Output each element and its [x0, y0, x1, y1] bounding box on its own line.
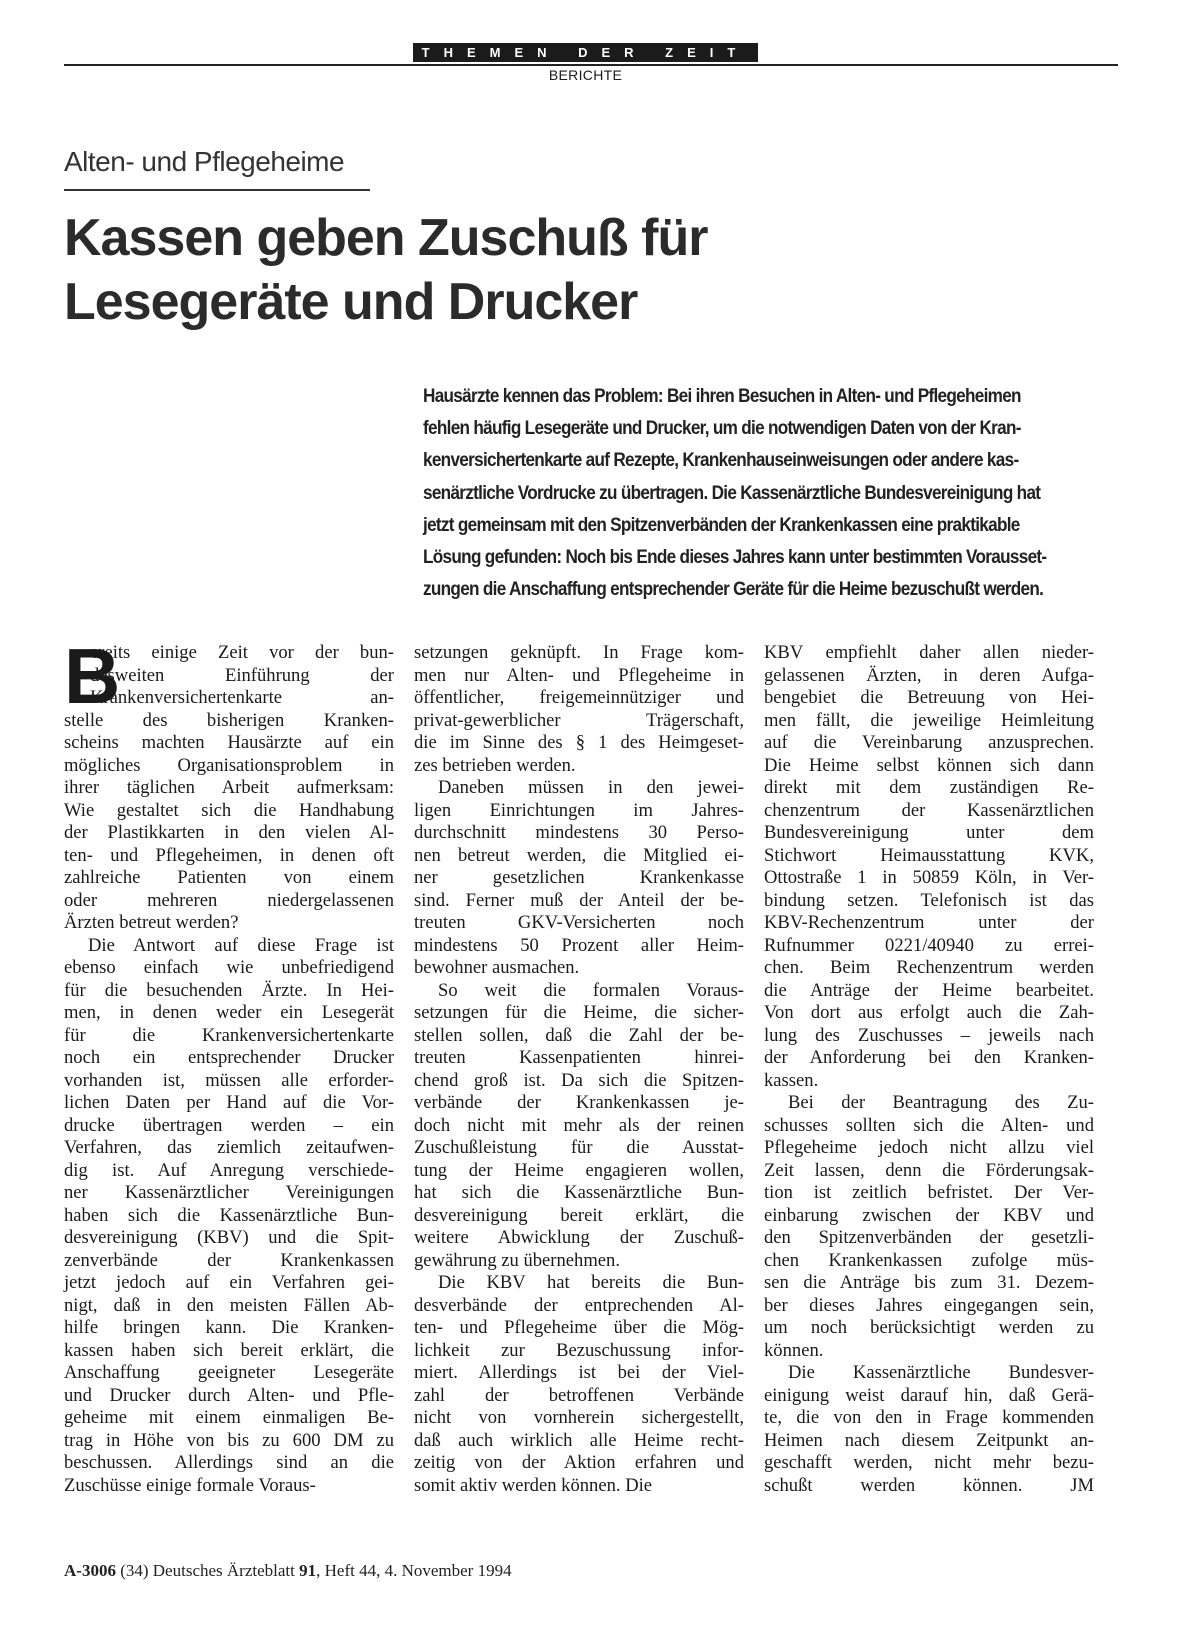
body-line: sind. Ferner muß der Anteil der be- — [414, 889, 744, 911]
body-line: chend groß ist. Da sich die Spitzen- — [414, 1069, 744, 1091]
body-line: te, die von den in Frage kommenden — [764, 1407, 1094, 1428]
body-line: treuten GKV-Versicherten noch — [414, 912, 744, 933]
body-line: der Anforderung bei den Kranken- — [764, 1047, 1094, 1068]
body-line: Von dort aus erfolgt auch die Zah- — [764, 1002, 1094, 1023]
footer-issue: , Heft 44, 4. November 1994 — [316, 1561, 512, 1580]
body-line: Die Antwort auf diese Frage ist — [88, 934, 394, 956]
body-line: daß auch wirklich alle Heime recht- — [414, 1429, 744, 1451]
body-line: somit aktiv werden können. Die — [414, 1474, 653, 1496]
body-column-3 — [764, 642, 1094, 1497]
body-line: zeitig von der Aktion erfahren und — [414, 1452, 744, 1473]
body-line: ber dieses Jahres eingegangen sein, — [764, 1294, 1094, 1316]
body-line: oder mehreren niedergelassenen — [64, 889, 394, 911]
lead-line: jetzt gemeinsam mit den Spitzenverbänden der Krankenkassen eine praktikable — [423, 513, 1020, 536]
body-line: tion ist zeitlich befristet. Der Ver- — [764, 1182, 1094, 1203]
body-line: mögliches Organisationsproblem in — [64, 754, 394, 776]
body-line: können. — [764, 1339, 824, 1361]
body-column-1 — [64, 632, 394, 1497]
lead-line: fehlen häufig Lesegeräte und Drucker, um die notwendigen Daten von der Kran- — [423, 417, 1021, 440]
footer-page-num: (34) — [120, 1561, 149, 1580]
headline-line: Kassen geben Zuschuß für — [64, 209, 708, 267]
body-line: Ottostraße 1 in 50859 Köln, in Ver- — [764, 867, 1094, 888]
body-line: Heimen nach diesem Zeitpunkt an- — [764, 1429, 1094, 1451]
body-line: mindestens 50 Prozent aller Heim- — [414, 934, 744, 956]
lead-line: Lösung gefunden: Noch bis Ende dieses Jahres kann unter bestimmten Vorausset- — [423, 546, 1047, 569]
body-line: Ärzten betreut werden? — [64, 912, 239, 933]
body-line: Verfahren, das ziemlich zeitaufwen- — [64, 1137, 394, 1158]
body-line: Die Heime selbst können sich dann — [764, 754, 1094, 776]
body-line: bindung setzen. Telefonisch ist das — [764, 889, 1094, 911]
body-line: noch ein entsprechender Drucker — [64, 1047, 394, 1068]
body-line: kassen. — [764, 1069, 819, 1091]
body-line: für die besuchenden Ärzte. In Hei- — [64, 979, 394, 1001]
body-line: desverbände der entprechenden Al- — [414, 1294, 744, 1316]
body-line: bengebiet die Betreuung von Hei- — [764, 687, 1094, 708]
body-line: ihrer täglichen Arbeit aufmerksam: — [64, 777, 394, 798]
body-line: doch nicht mit mehr als der reinen — [414, 1114, 744, 1136]
body-line: So weit die formalen Voraus- — [438, 979, 744, 1001]
body-line: lung des Zuschusses – jeweils nach — [764, 1024, 1094, 1046]
body-line: Zuschüsse einige formale Voraus- — [64, 1474, 316, 1496]
body-line: nicht von vornherein sichergestellt, — [414, 1407, 744, 1428]
body-line: zenverbände der Krankenkassen — [64, 1249, 394, 1271]
footer-journal: Deutsches Ärzteblatt — [152, 1561, 295, 1580]
article-headline — [64, 206, 964, 334]
body-line: lichen Daten per Hand auf die Vor- — [64, 1092, 394, 1113]
lead-line: kenversichertenkarte auf Rezepte, Krankenhauseinweisungen oder andere kas- — [423, 449, 1019, 472]
body-line: men, in denen weder ein Lesegerät — [64, 1002, 394, 1023]
body-line: men nur Alten- und Pflegeheime in — [414, 664, 744, 686]
body-line: Anschaffung geeigneter Lesegeräte — [64, 1362, 394, 1383]
body-line: sen die Anträge bis zum 31. Dezem- — [764, 1272, 1094, 1293]
body-line: die Anträge der Heime bearbeitet. — [764, 979, 1094, 1001]
body-line: ten- und Pflegeheime über die Mög- — [414, 1317, 744, 1338]
footer-volume: 91 — [299, 1561, 317, 1580]
body-line: chenzentrum der Kassenärztlichen — [764, 799, 1094, 821]
body-line: ten- und Pflegeheimen, in denen oft — [64, 844, 394, 866]
body-line: KBV empfiehlt daher allen nieder- — [764, 642, 1094, 663]
body-line: gelassenen Ärzten, in deren Aufga- — [764, 664, 1094, 686]
body-line: desweiten Einführung der — [90, 664, 394, 686]
body-line: trag in Höhe von bis zu 600 DM zu — [64, 1429, 394, 1451]
body-line: Zeit lassen, denn die Förderungsak- — [764, 1159, 1094, 1181]
body-line: Wie gestaltet sich die Handhabung — [64, 799, 394, 821]
body-line: öffentlicher, freigemeinnütziger und — [414, 687, 744, 708]
body-line: nigt, daß in den meisten Fällen Ab- — [64, 1294, 394, 1316]
body-line: den Spitzenverbänden der gesetzli- — [764, 1227, 1094, 1248]
body-line: geheime mit einem einmaligen Be- — [64, 1407, 394, 1428]
body-line: beschussen. Allerdings sind an die — [64, 1452, 394, 1473]
section-label: BERICHTE — [548, 67, 623, 83]
body-line: bewohner ausmachen. — [414, 957, 580, 978]
body-line: stellen sollen, daß die Zahl der be- — [414, 1024, 744, 1046]
body-line: für die Krankenversichertenkarte — [64, 1024, 394, 1046]
body-column-2 — [414, 642, 744, 1497]
body-line: ner Kassenärztlicher Vereinigungen — [64, 1182, 394, 1203]
body-line: Daneben müssen in den jewei- — [438, 777, 744, 798]
lead-line: Hausärzte kennen das Problem: Bei ihren Besuchen in Alten- und Pflegeheimen — [423, 385, 1021, 407]
body-line: dig ist. Auf Anregung verschiede- — [64, 1159, 394, 1181]
body-line: Die Kassenärztliche Bundesver- — [788, 1362, 1094, 1383]
body-line: haben sich die Kassenärztliche Bun- — [64, 1204, 394, 1226]
body-line: einigung weist darauf hin, daß Gerä- — [764, 1384, 1094, 1406]
body-line: zahl der betroffenen Verbände — [414, 1384, 744, 1406]
body-line: einbarung zwischen der KBV und — [764, 1204, 1094, 1226]
body-line: schusses sollten sich die Alten- und — [764, 1114, 1094, 1136]
body-line: lichkeit zur Bezuschussung infor- — [414, 1339, 744, 1361]
body-line: auf die Vereinbarung anzusprechen. — [764, 732, 1094, 753]
body-line: verbände der Krankenkassen je- — [414, 1092, 744, 1113]
body-line: durchschnitt mindestens 30 Perso- — [414, 822, 744, 843]
body-line: jetzt jedoch auf ein Verfahren gei- — [64, 1272, 394, 1293]
body-line: Bei der Beantragung des Zu- — [788, 1092, 1094, 1113]
body-line: Rufnummer 0221/40940 zu errei- — [764, 934, 1094, 956]
body-line: treuten Kassenpatienten hinrei- — [414, 1047, 744, 1068]
body-line: nen betreut werden, die Mitglied ei- — [414, 844, 744, 866]
article-kicker: Alten- und Pflegeheime — [64, 146, 345, 177]
body-line: direkt mit dem zuständigen Re- — [764, 777, 1094, 798]
body-line: tung der Heime engagieren wollen, — [414, 1159, 744, 1181]
body-line: der Plastikkarten in den vielen Al- — [64, 822, 394, 843]
body-line: zes betrieben werden. — [414, 754, 576, 776]
body-line: vorhanden ist, müssen alle erforder- — [64, 1069, 394, 1091]
body-line: Die KBV hat bereits die Bun- — [438, 1272, 744, 1293]
kicker-underline — [64, 189, 370, 191]
body-line: men fällt, die jeweilige Heimleitung — [764, 709, 1094, 731]
body-line: Krankenversichertenkarte an- — [90, 687, 394, 708]
body-line: ner gesetzlichen Krankenkasse — [414, 867, 744, 888]
body-line: hat sich die Kassenärztliche Bun- — [414, 1182, 744, 1203]
body-line: Zuschußleistung für die Ausstat- — [414, 1137, 744, 1158]
body-line: ebenso einfach wie unbefriedigend — [64, 957, 394, 978]
body-line: chen. Beim Rechenzentrum werden — [764, 957, 1094, 978]
body-line: miert. Allerdings ist bei der Viel- — [414, 1362, 744, 1383]
body-line: setzungen für die Heime, die sicher- — [414, 1002, 744, 1023]
body-line: Bundesvereinigung unter dem — [764, 822, 1094, 843]
headline-line: Lesegeräte und Drucker — [64, 273, 638, 331]
body-line: zahlreiche Patienten von einem — [64, 867, 394, 888]
body-line: Pflegeheime jedoch nicht allzu viel — [764, 1137, 1094, 1158]
article-lead — [423, 380, 1118, 605]
body-line: geschafft werden, nicht mehr bezu- — [764, 1452, 1094, 1473]
page-footer — [64, 1561, 512, 1581]
body-line: setzungen geknüpft. In Frage kom- — [414, 642, 744, 663]
body-line: drucke übertragen werden – ein — [64, 1114, 394, 1136]
body-line: hilfe bringen kann. Die Kranken- — [64, 1317, 394, 1338]
body-line: gewährung zu übernehmen. — [414, 1249, 621, 1271]
body-line: und Drucker durch Alten- und Pfle- — [64, 1384, 394, 1406]
body-line: ligen Einrichtungen im Jahres- — [414, 799, 744, 821]
section-banner: THEMEN DER ZEIT — [413, 43, 758, 62]
body-line: desvereinigung (KBV) und die Spit- — [64, 1227, 394, 1248]
body-line: privat-gewerblicher Trägerschaft, — [414, 709, 744, 731]
body-line: chen Krankenkassen zufolge müs- — [764, 1249, 1094, 1271]
body-line: desvereinigung bereit erklärt, die — [414, 1204, 744, 1226]
body-line: kassen haben sich bereit erklärt, die — [64, 1339, 394, 1361]
body-line: weitere Abwicklung der Zuschuß- — [414, 1227, 744, 1248]
body-line: KBV-Rechenzentrum unter der — [764, 912, 1094, 933]
body-line: scheins machten Hausärzte auf ein — [64, 732, 394, 753]
header-rule — [64, 64, 1118, 66]
lead-line: zungen die Anschaffung entsprechender Geräte für die Heime bezuschußt werden. — [423, 578, 1044, 601]
body-line: die im Sinne des § 1 des Heimgeset- — [414, 732, 744, 753]
body-line: stelle des bisherigen Kranken- — [64, 709, 394, 731]
body-line: ereits einige Zeit vor der bun- — [90, 642, 394, 663]
drop-cap: B — [64, 632, 121, 720]
footer-page-ref: A-3006 — [64, 1561, 116, 1580]
body-line: um noch berücksichtigt werden zu — [764, 1317, 1094, 1338]
body-line: Stichwort Heimausstattung KVK, — [764, 844, 1094, 866]
lead-line: senärztliche Vordrucke zu übertragen. Die Kassenärztliche Bundesvereinigung hat — [423, 481, 1041, 504]
body-line: schußt werden können. JM — [764, 1474, 1094, 1496]
